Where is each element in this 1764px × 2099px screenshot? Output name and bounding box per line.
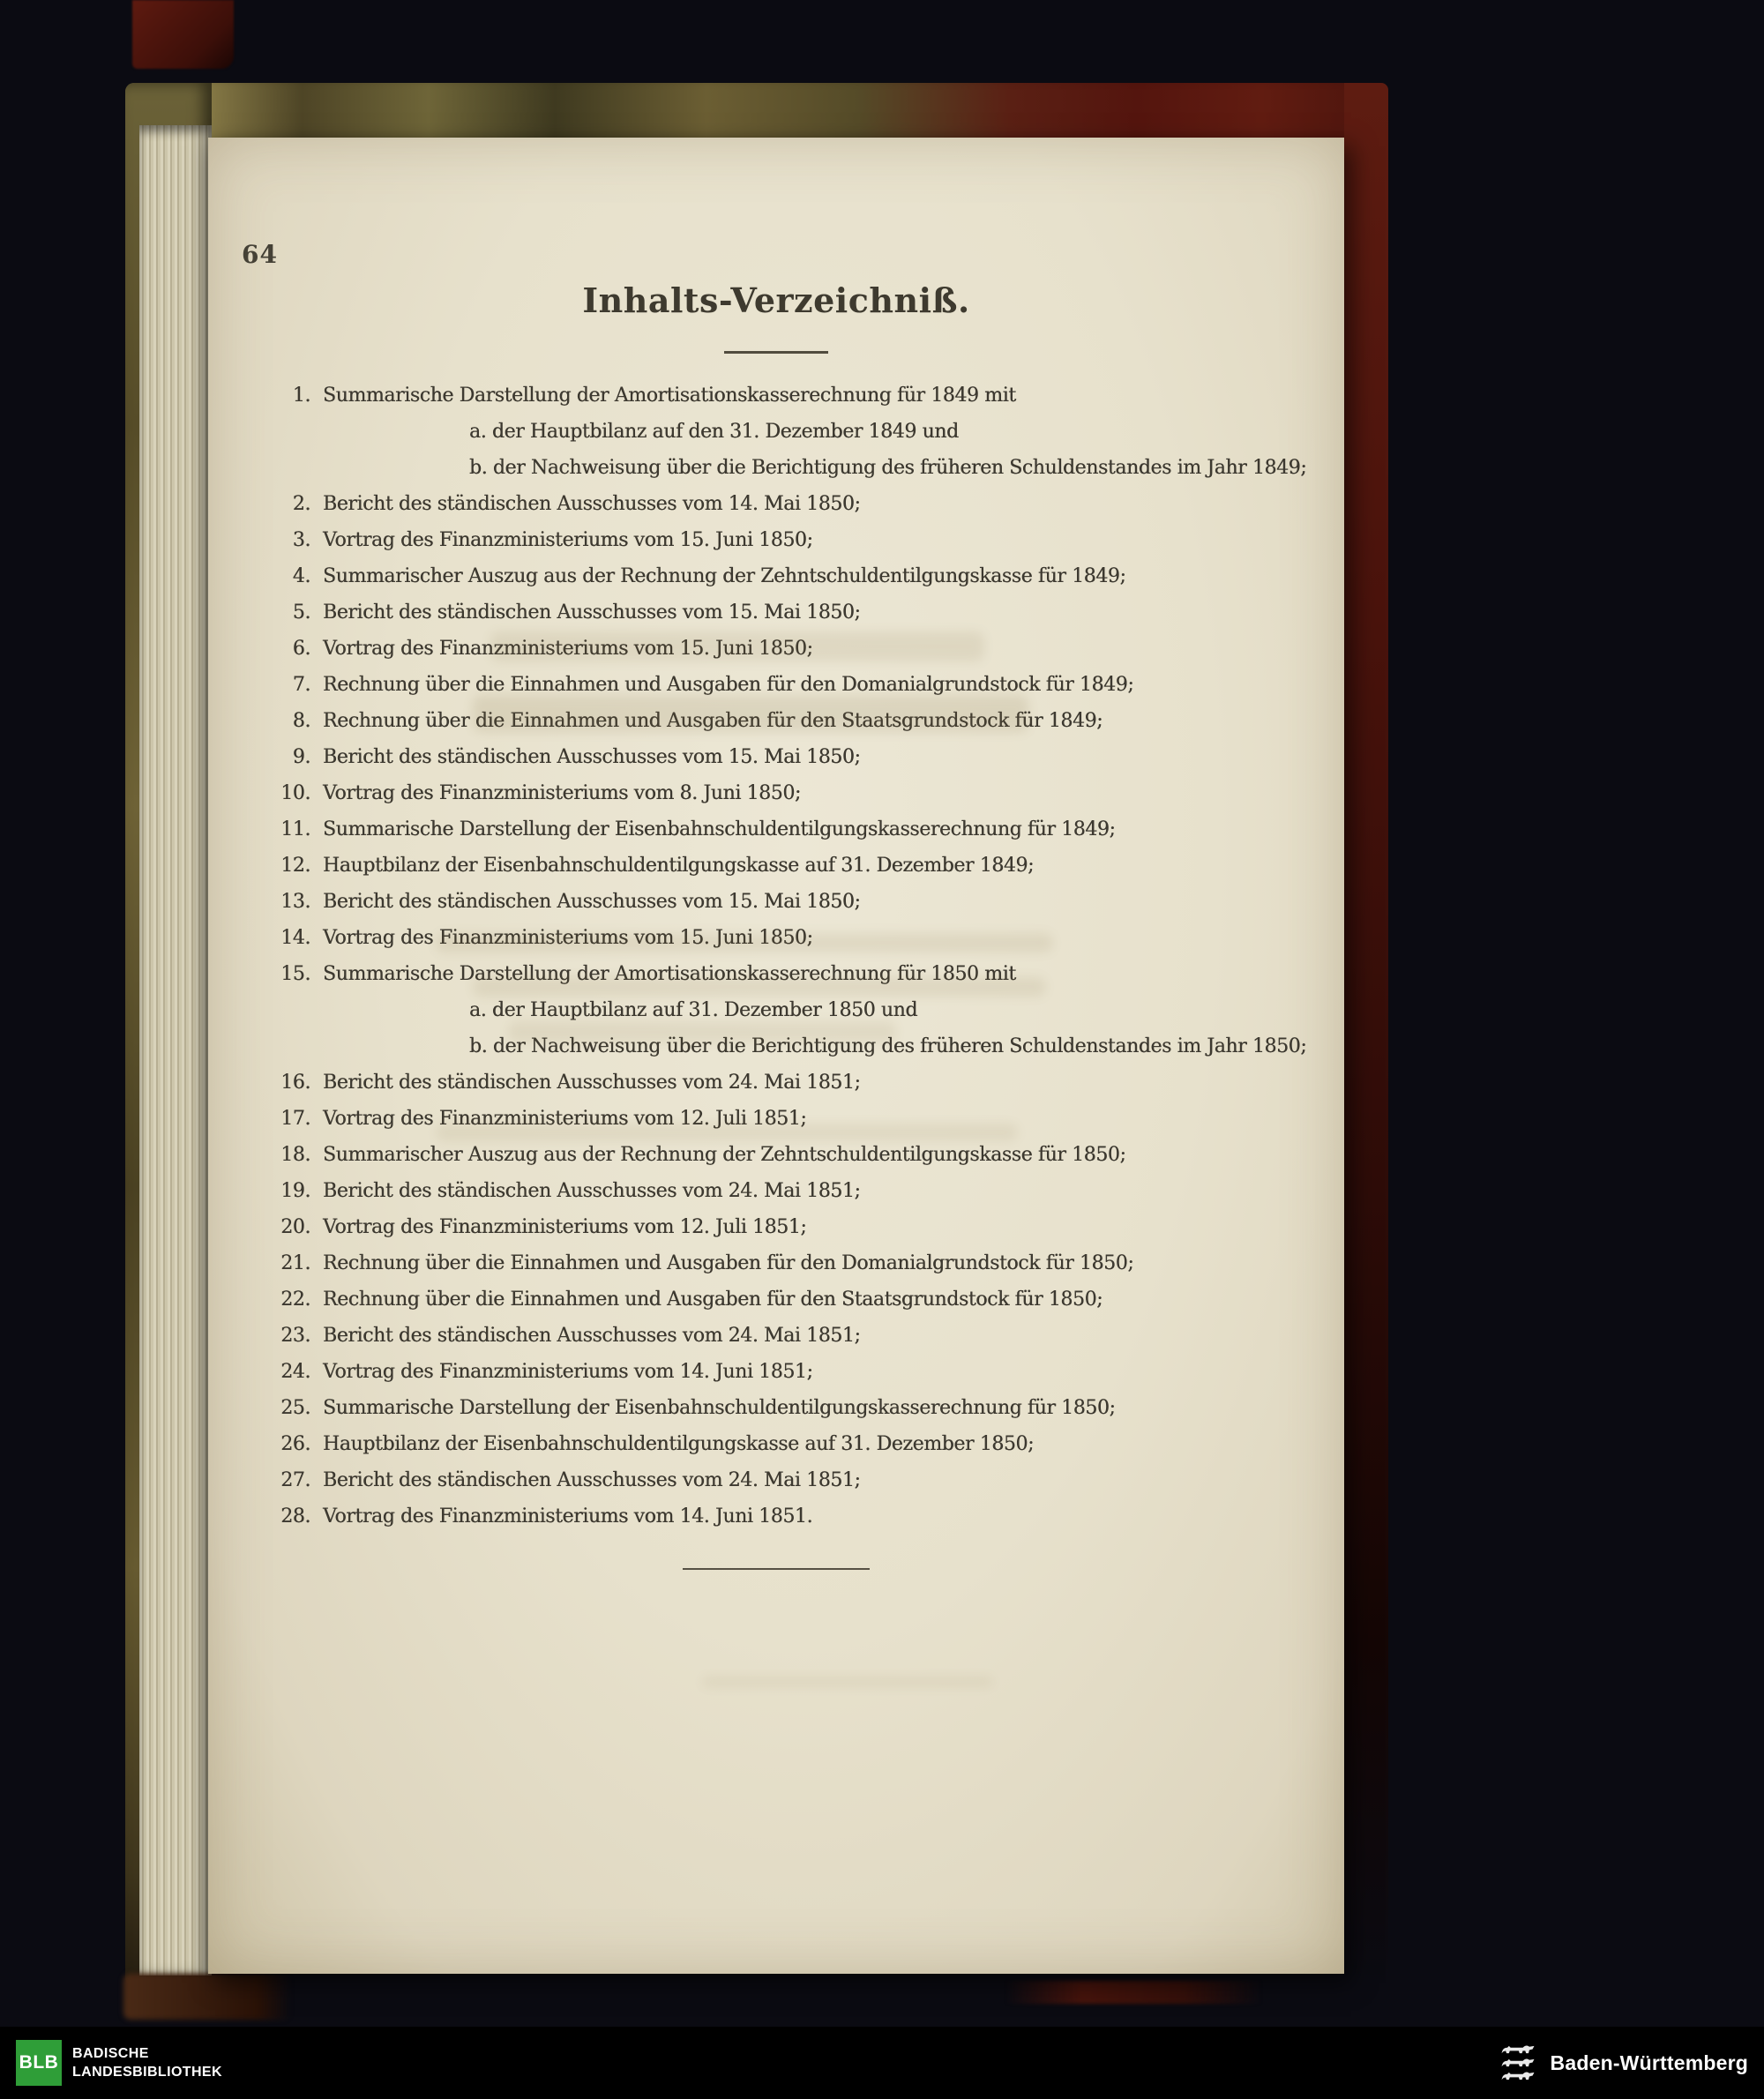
toc-item-number: 25. <box>280 1397 310 1419</box>
toc-item-number: 6. <box>292 638 310 660</box>
toc-item <box>258 1173 1316 1209</box>
toc-item-number: 28. <box>280 1505 310 1528</box>
toc-item-number: 13. <box>280 891 310 913</box>
toc-item <box>258 884 1316 920</box>
library-name <box>72 2044 222 2081</box>
toc-item-number: 2. <box>292 493 310 515</box>
toc-item-text: Vortrag des Finanzministeriums vom 15. Juni 1850; <box>323 529 813 551</box>
toc-item-number: 19. <box>280 1180 310 1202</box>
toc-item-number: 8. <box>292 710 310 732</box>
toc-item-text: Rechnung über die Einnahmen und Ausgaben für den Domanialgrundstock für 1850; <box>323 1252 1134 1274</box>
toc-item-text: Bericht des ständischen Ausschusses vom 24. Mai 1851; <box>323 1325 861 1347</box>
toc-item-text: Vortrag des Finanzministeriums vom 12. Juli 1851; <box>323 1108 807 1130</box>
toc-item <box>258 1281 1316 1318</box>
book-page <box>208 138 1344 1974</box>
toc-item-number: 17. <box>280 1108 310 1130</box>
toc-item-text: Bericht des ständischen Ausschusses vom 15. Mai 1850; <box>323 746 861 768</box>
toc-item <box>258 739 1316 775</box>
ink-bleedthrough <box>702 1677 993 1687</box>
ink-bleedthrough <box>473 977 1046 997</box>
toc-item-number: 5. <box>292 601 310 624</box>
page-number: 64 <box>242 240 278 269</box>
toc-subitem <box>258 414 1316 450</box>
toc-item <box>258 1462 1316 1498</box>
library-name-line1: BADISCHE <box>72 2046 149 2061</box>
toc-item-text: b. der Nachweisung über die Berichtigung des früheren Schuldenstandes im Jahr 1849; <box>469 457 1307 479</box>
toc-item-text: Summarische Darstellung der Amortisationskasserechnung für 1849 mit <box>323 385 1016 407</box>
book-cover-top-left-corner <box>132 0 234 69</box>
toc-item-number: 18. <box>280 1144 310 1166</box>
toc-item-number: 10. <box>280 782 310 804</box>
toc-item <box>258 594 1316 631</box>
toc-item-number: 1. <box>292 385 310 407</box>
state-branding-right <box>1498 2044 1748 2081</box>
toc-item <box>258 522 1316 558</box>
toc-item-text: Bericht des ständischen Ausschusses vom 24. Mai 1851; <box>323 1072 861 1094</box>
toc-item-text: Bericht des ständischen Ausschusses vom 15. Mai 1850; <box>323 601 861 624</box>
toc-item-text: Vortrag des Finanzministeriums vom 15. Juni 1850; <box>323 638 813 660</box>
toc-item-number: 11. <box>280 818 310 840</box>
ink-bleedthrough <box>436 1124 1018 1141</box>
toc-item-text: Vortrag des Finanzministeriums vom 15. Juni 1850; <box>323 927 813 949</box>
toc-item-text: Hauptbilanz der Eisenbahnschuldentilgungskasse auf 31. Dezember 1850; <box>323 1433 1035 1455</box>
title-divider <box>724 351 828 354</box>
toc-item-text: Bericht des ständischen Ausschusses vom 15. Mai 1850; <box>323 891 861 913</box>
toc-item-text: Rechnung über die Einnahmen und Ausgaben für den Domanialgrundstock für 1849; <box>323 674 1134 696</box>
toc-item-text: Summarischer Auszug aus der Rechnung der Zehntschuldentilgungskasse für 1850; <box>323 1144 1126 1166</box>
toc-item-number: 21. <box>280 1252 310 1274</box>
toc-item-text: a. der Hauptbilanz auf 31. Dezember 1850 und <box>469 999 918 1021</box>
toc-item <box>258 775 1316 811</box>
toc-item-text: Vortrag des Finanzministeriums vom 14. Juni 1851. <box>323 1505 813 1528</box>
ink-bleedthrough <box>508 1021 896 1042</box>
toc-item-text: Vortrag des Finanzministeriums vom 14. Juni 1851; <box>323 1361 813 1383</box>
toc-item <box>258 1498 1316 1535</box>
book-cover-bottom-edge <box>1005 1981 1261 2004</box>
toc-item-number: 16. <box>280 1072 310 1094</box>
toc-item-text: Summarische Darstellung der Amortisationskasserechnung für 1850 mit <box>323 963 1016 985</box>
baden-wuerttemberg-lions-icon <box>1498 2044 1538 2081</box>
toc-item <box>258 811 1316 848</box>
toc-item <box>258 1426 1316 1462</box>
toc-item <box>258 1064 1316 1101</box>
ink-bleedthrough <box>473 695 1028 732</box>
library-branding-footer <box>0 2027 1764 2099</box>
toc-item-number: 23. <box>280 1325 310 1347</box>
toc-item-text: Rechnung über die Einnahmen und Ausgaben für den Staatsgrundstock für 1849; <box>323 710 1103 732</box>
toc-item <box>258 1390 1316 1426</box>
library-name-line2: LANDESBIBLIOTHEK <box>72 2065 222 2080</box>
toc-item-number: 3. <box>292 529 310 551</box>
blb-logo <box>16 2040 62 2086</box>
toc-item <box>258 1245 1316 1281</box>
book-cover-bottom-left-corner <box>123 1974 291 2020</box>
end-divider <box>683 1568 870 1570</box>
toc-item-number: 15. <box>280 963 310 985</box>
library-branding-left <box>16 2040 222 2086</box>
toc-item-text: Summarische Darstellung der Eisenbahnschuldentilgungskasserechnung für 1849; <box>323 818 1116 840</box>
toc-item-text: Hauptbilanz der Eisenbahnschuldentilgungskasse auf 31. Dezember 1849; <box>323 855 1035 877</box>
toc-item-text: Bericht des ständischen Ausschusses vom 24. Mai 1851; <box>323 1180 861 1202</box>
toc-item-text: Summarischer Auszug aus der Rechnung der Zehntschuldentilgungskasse für 1849; <box>323 565 1126 587</box>
toc-item-text: Vortrag des Finanzministeriums vom 12. Juli 1851; <box>323 1216 807 1238</box>
toc-item <box>258 1318 1316 1354</box>
toc-item <box>258 1354 1316 1390</box>
toc-item <box>258 1209 1316 1245</box>
toc-item-text: Rechnung über die Einnahmen und Ausgaben für den Staatsgrundstock für 1850; <box>323 1289 1103 1311</box>
toc-item-text: Bericht des ständischen Ausschusses vom 14. Mai 1850; <box>323 493 861 515</box>
book-cover-right-edge <box>1344 83 1388 1986</box>
page-title: Inhalts-Verzeichniß. <box>582 280 970 320</box>
toc-item <box>258 377 1316 414</box>
toc-item-number: 22. <box>280 1289 310 1311</box>
toc-item <box>258 1137 1316 1173</box>
ink-bleedthrough <box>436 933 1053 952</box>
toc-list <box>258 377 1316 1535</box>
toc-item-number: 26. <box>280 1433 310 1455</box>
toc-item-text: Bericht des ständischen Ausschusses vom 24. Mai 1851; <box>323 1469 861 1491</box>
toc-item <box>258 486 1316 522</box>
toc-item-text: b. der Nachweisung über die Berichtigung des früheren Schuldenstandes im Jahr 1850; <box>469 1035 1307 1057</box>
toc-item-number: 14. <box>280 927 310 949</box>
toc-item-text: Summarische Darstellung der Eisenbahnschuldentilgungskasserechnung für 1850; <box>323 1397 1116 1419</box>
toc-item-number: 27. <box>280 1469 310 1491</box>
stacked-page-edges <box>139 125 212 1976</box>
toc-item <box>258 558 1316 594</box>
toc-item <box>258 848 1316 884</box>
toc-item-number: 9. <box>292 746 310 768</box>
toc-item-number: 20. <box>280 1216 310 1238</box>
toc-item-text: Vortrag des Finanzministeriums vom 8. Juni 1850; <box>323 782 801 804</box>
toc-item-number: 7. <box>292 674 310 696</box>
baden-wuerttemberg-label: Baden-Württemberg <box>1550 2050 1748 2074</box>
toc-subitem <box>258 450 1316 486</box>
toc-item-text: a. der Hauptbilanz auf den 31. Dezember 1849 und <box>469 421 959 443</box>
toc-item-number: 24. <box>280 1361 310 1383</box>
blb-logo-text: BLB <box>19 2052 59 2073</box>
toc-item-number: 12. <box>280 855 310 877</box>
toc-item-number: 4. <box>292 565 310 587</box>
ink-bleedthrough <box>490 631 984 661</box>
